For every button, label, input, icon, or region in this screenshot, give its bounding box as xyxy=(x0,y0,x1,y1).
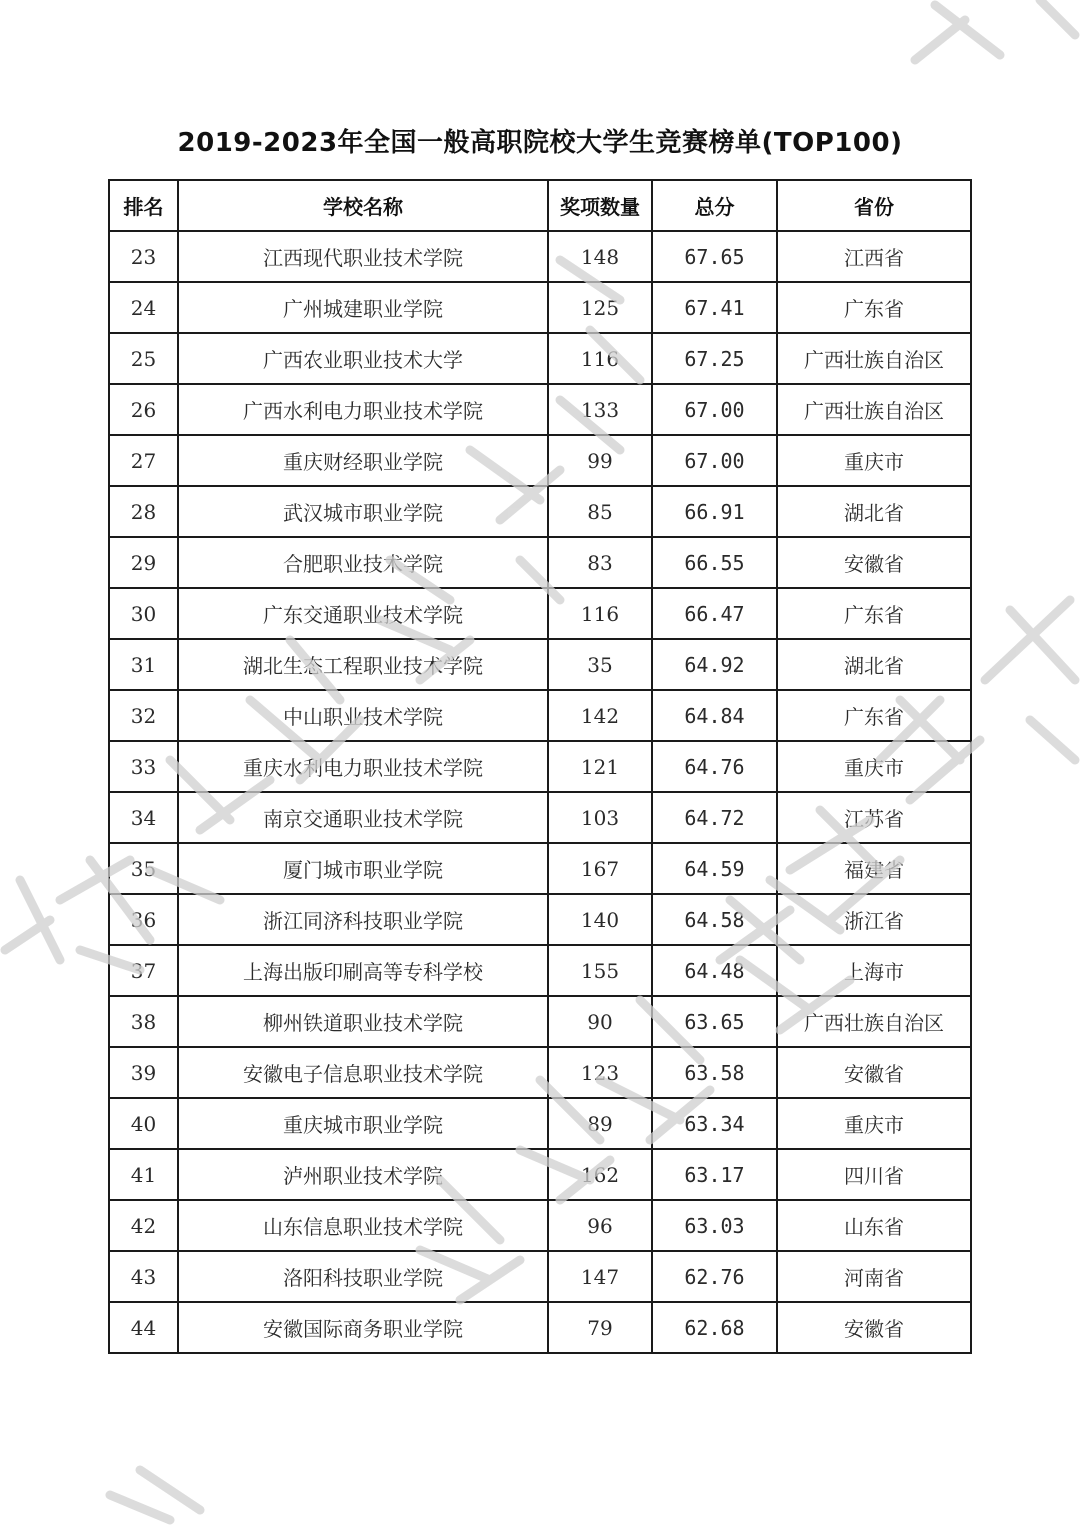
cell-rank: 30 xyxy=(109,588,178,639)
ranking-table xyxy=(108,179,972,1354)
cell-awards: 155 xyxy=(548,945,652,996)
cell-rank: 32 xyxy=(109,690,178,741)
cell-province: 重庆市 xyxy=(777,1098,971,1149)
cell-school: 广西农业职业技术大学 xyxy=(178,333,548,384)
cell-score: 66.91 xyxy=(652,486,777,537)
cell-province: 广西壮族自治区 xyxy=(777,996,971,1047)
cell-province: 广西壮族自治区 xyxy=(777,384,971,435)
cell-awards: 116 xyxy=(548,588,652,639)
cell-score: 64.92 xyxy=(652,639,777,690)
cell-school: 安徽电子信息职业技术学院 xyxy=(178,1047,548,1098)
table-row xyxy=(109,690,971,741)
cell-score: 63.03 xyxy=(652,1200,777,1251)
cell-school: 广东交通职业技术学院 xyxy=(178,588,548,639)
cell-rank: 29 xyxy=(109,537,178,588)
header-school: 学校名称 xyxy=(178,180,548,231)
table-body xyxy=(109,231,971,1353)
cell-school: 重庆水利电力职业技术学院 xyxy=(178,741,548,792)
cell-awards: 125 xyxy=(548,282,652,333)
table-row xyxy=(109,1200,971,1251)
cell-province: 福建省 xyxy=(777,843,971,894)
cell-school: 武汉城市职业学院 xyxy=(178,486,548,537)
cell-school: 山东信息职业技术学院 xyxy=(178,1200,548,1251)
cell-rank: 44 xyxy=(109,1302,178,1353)
cell-rank: 37 xyxy=(109,945,178,996)
cell-province: 江苏省 xyxy=(777,792,971,843)
cell-score: 67.00 xyxy=(652,384,777,435)
cell-rank: 35 xyxy=(109,843,178,894)
header-awards: 奖项数量 xyxy=(548,180,652,231)
table-row xyxy=(109,894,971,945)
cell-score: 67.25 xyxy=(652,333,777,384)
cell-province: 广东省 xyxy=(777,690,971,741)
header-province: 省份 xyxy=(777,180,971,231)
table-header-row xyxy=(109,180,971,231)
cell-school: 广州城建职业学院 xyxy=(178,282,548,333)
cell-school: 泸州职业技术学院 xyxy=(178,1149,548,1200)
cell-rank: 24 xyxy=(109,282,178,333)
cell-rank: 27 xyxy=(109,435,178,486)
table-row xyxy=(109,1251,971,1302)
cell-rank: 23 xyxy=(109,231,178,282)
cell-school: 浙江同济科技职业学院 xyxy=(178,894,548,945)
cell-rank: 43 xyxy=(109,1251,178,1302)
table-row xyxy=(109,333,971,384)
cell-province: 广西壮族自治区 xyxy=(777,333,971,384)
table-row xyxy=(109,384,971,435)
cell-rank: 42 xyxy=(109,1200,178,1251)
cell-province: 重庆市 xyxy=(777,435,971,486)
cell-awards: 148 xyxy=(548,231,652,282)
cell-province: 浙江省 xyxy=(777,894,971,945)
watermark-stroke xyxy=(985,600,1075,760)
cell-school: 重庆城市职业学院 xyxy=(178,1098,548,1149)
cell-rank: 26 xyxy=(109,384,178,435)
table-row xyxy=(109,792,971,843)
cell-awards: 79 xyxy=(548,1302,652,1353)
header-rank: 排名 xyxy=(109,180,178,231)
cell-province: 安徽省 xyxy=(777,1047,971,1098)
cell-score: 66.55 xyxy=(652,537,777,588)
table-row xyxy=(109,639,971,690)
cell-rank: 39 xyxy=(109,1047,178,1098)
table-row xyxy=(109,741,971,792)
table-row xyxy=(109,537,971,588)
cell-awards: 90 xyxy=(548,996,652,1047)
cell-awards: 116 xyxy=(548,333,652,384)
table-row xyxy=(109,282,971,333)
cell-score: 63.34 xyxy=(652,1098,777,1149)
cell-awards: 140 xyxy=(548,894,652,945)
cell-school: 上海出版印刷高等专科学校 xyxy=(178,945,548,996)
cell-awards: 167 xyxy=(548,843,652,894)
cell-rank: 33 xyxy=(109,741,178,792)
cell-score: 64.48 xyxy=(652,945,777,996)
cell-rank: 31 xyxy=(109,639,178,690)
table-row xyxy=(109,588,971,639)
watermark-stroke xyxy=(110,1470,200,1520)
page-title: 2019-2023年全国一般高职院校大学生竞赛榜单(TOP100) xyxy=(177,128,903,158)
cell-score: 63.65 xyxy=(652,996,777,1047)
cell-score: 63.58 xyxy=(652,1047,777,1098)
cell-school: 柳州铁道职业技术学院 xyxy=(178,996,548,1047)
cell-school: 南京交通职业技术学院 xyxy=(178,792,548,843)
cell-awards: 85 xyxy=(548,486,652,537)
cell-province: 广东省 xyxy=(777,588,971,639)
cell-awards: 147 xyxy=(548,1251,652,1302)
cell-province: 重庆市 xyxy=(777,741,971,792)
cell-awards: 162 xyxy=(548,1149,652,1200)
cell-awards: 133 xyxy=(548,384,652,435)
cell-province: 江西省 xyxy=(777,231,971,282)
table-row xyxy=(109,435,971,486)
cell-score: 64.84 xyxy=(652,690,777,741)
cell-province: 安徽省 xyxy=(777,1302,971,1353)
table-row xyxy=(109,486,971,537)
cell-score: 67.41 xyxy=(652,282,777,333)
table-row xyxy=(109,1047,971,1098)
cell-score: 67.00 xyxy=(652,435,777,486)
cell-awards: 99 xyxy=(548,435,652,486)
header-score: 总分 xyxy=(652,180,777,231)
table-row xyxy=(109,1302,971,1353)
cell-rank: 41 xyxy=(109,1149,178,1200)
cell-province: 四川省 xyxy=(777,1149,971,1200)
cell-score: 62.76 xyxy=(652,1251,777,1302)
cell-score: 62.68 xyxy=(652,1302,777,1353)
cell-province: 广东省 xyxy=(777,282,971,333)
cell-awards: 89 xyxy=(548,1098,652,1149)
cell-awards: 103 xyxy=(548,792,652,843)
cell-score: 67.65 xyxy=(652,231,777,282)
cell-school: 湖北生态工程职业技术学院 xyxy=(178,639,548,690)
cell-school: 安徽国际商务职业学院 xyxy=(178,1302,548,1353)
cell-rank: 25 xyxy=(109,333,178,384)
cell-province: 上海市 xyxy=(777,945,971,996)
cell-score: 64.58 xyxy=(652,894,777,945)
cell-rank: 40 xyxy=(109,1098,178,1149)
table-row xyxy=(109,231,971,282)
cell-school: 合肥职业技术学院 xyxy=(178,537,548,588)
cell-province: 河南省 xyxy=(777,1251,971,1302)
cell-awards: 35 xyxy=(548,639,652,690)
table-row xyxy=(109,996,971,1047)
table-row xyxy=(109,945,971,996)
cell-score: 66.47 xyxy=(652,588,777,639)
table-row xyxy=(109,1149,971,1200)
cell-awards: 83 xyxy=(548,537,652,588)
cell-score: 64.76 xyxy=(652,741,777,792)
cell-rank: 34 xyxy=(109,792,178,843)
cell-province: 山东省 xyxy=(777,1200,971,1251)
cell-rank: 38 xyxy=(109,996,178,1047)
cell-school: 厦门城市职业学院 xyxy=(178,843,548,894)
cell-score: 64.72 xyxy=(652,792,777,843)
watermark-stroke xyxy=(5,880,60,960)
cell-school: 洛阳科技职业学院 xyxy=(178,1251,548,1302)
table-row xyxy=(109,1098,971,1149)
cell-school: 重庆财经职业学院 xyxy=(178,435,548,486)
cell-school: 中山职业技术学院 xyxy=(178,690,548,741)
cell-awards: 96 xyxy=(548,1200,652,1251)
cell-school: 广西水利电力职业技术学院 xyxy=(178,384,548,435)
watermark-stroke xyxy=(915,0,1075,60)
cell-awards: 121 xyxy=(548,741,652,792)
cell-province: 安徽省 xyxy=(777,537,971,588)
table-row xyxy=(109,843,971,894)
cell-rank: 36 xyxy=(109,894,178,945)
cell-awards: 123 xyxy=(548,1047,652,1098)
cell-score: 63.17 xyxy=(652,1149,777,1200)
cell-province: 湖北省 xyxy=(777,486,971,537)
cell-rank: 28 xyxy=(109,486,178,537)
cell-awards: 142 xyxy=(548,690,652,741)
cell-score: 64.59 xyxy=(652,843,777,894)
cell-province: 湖北省 xyxy=(777,639,971,690)
cell-school: 江西现代职业技术学院 xyxy=(178,231,548,282)
